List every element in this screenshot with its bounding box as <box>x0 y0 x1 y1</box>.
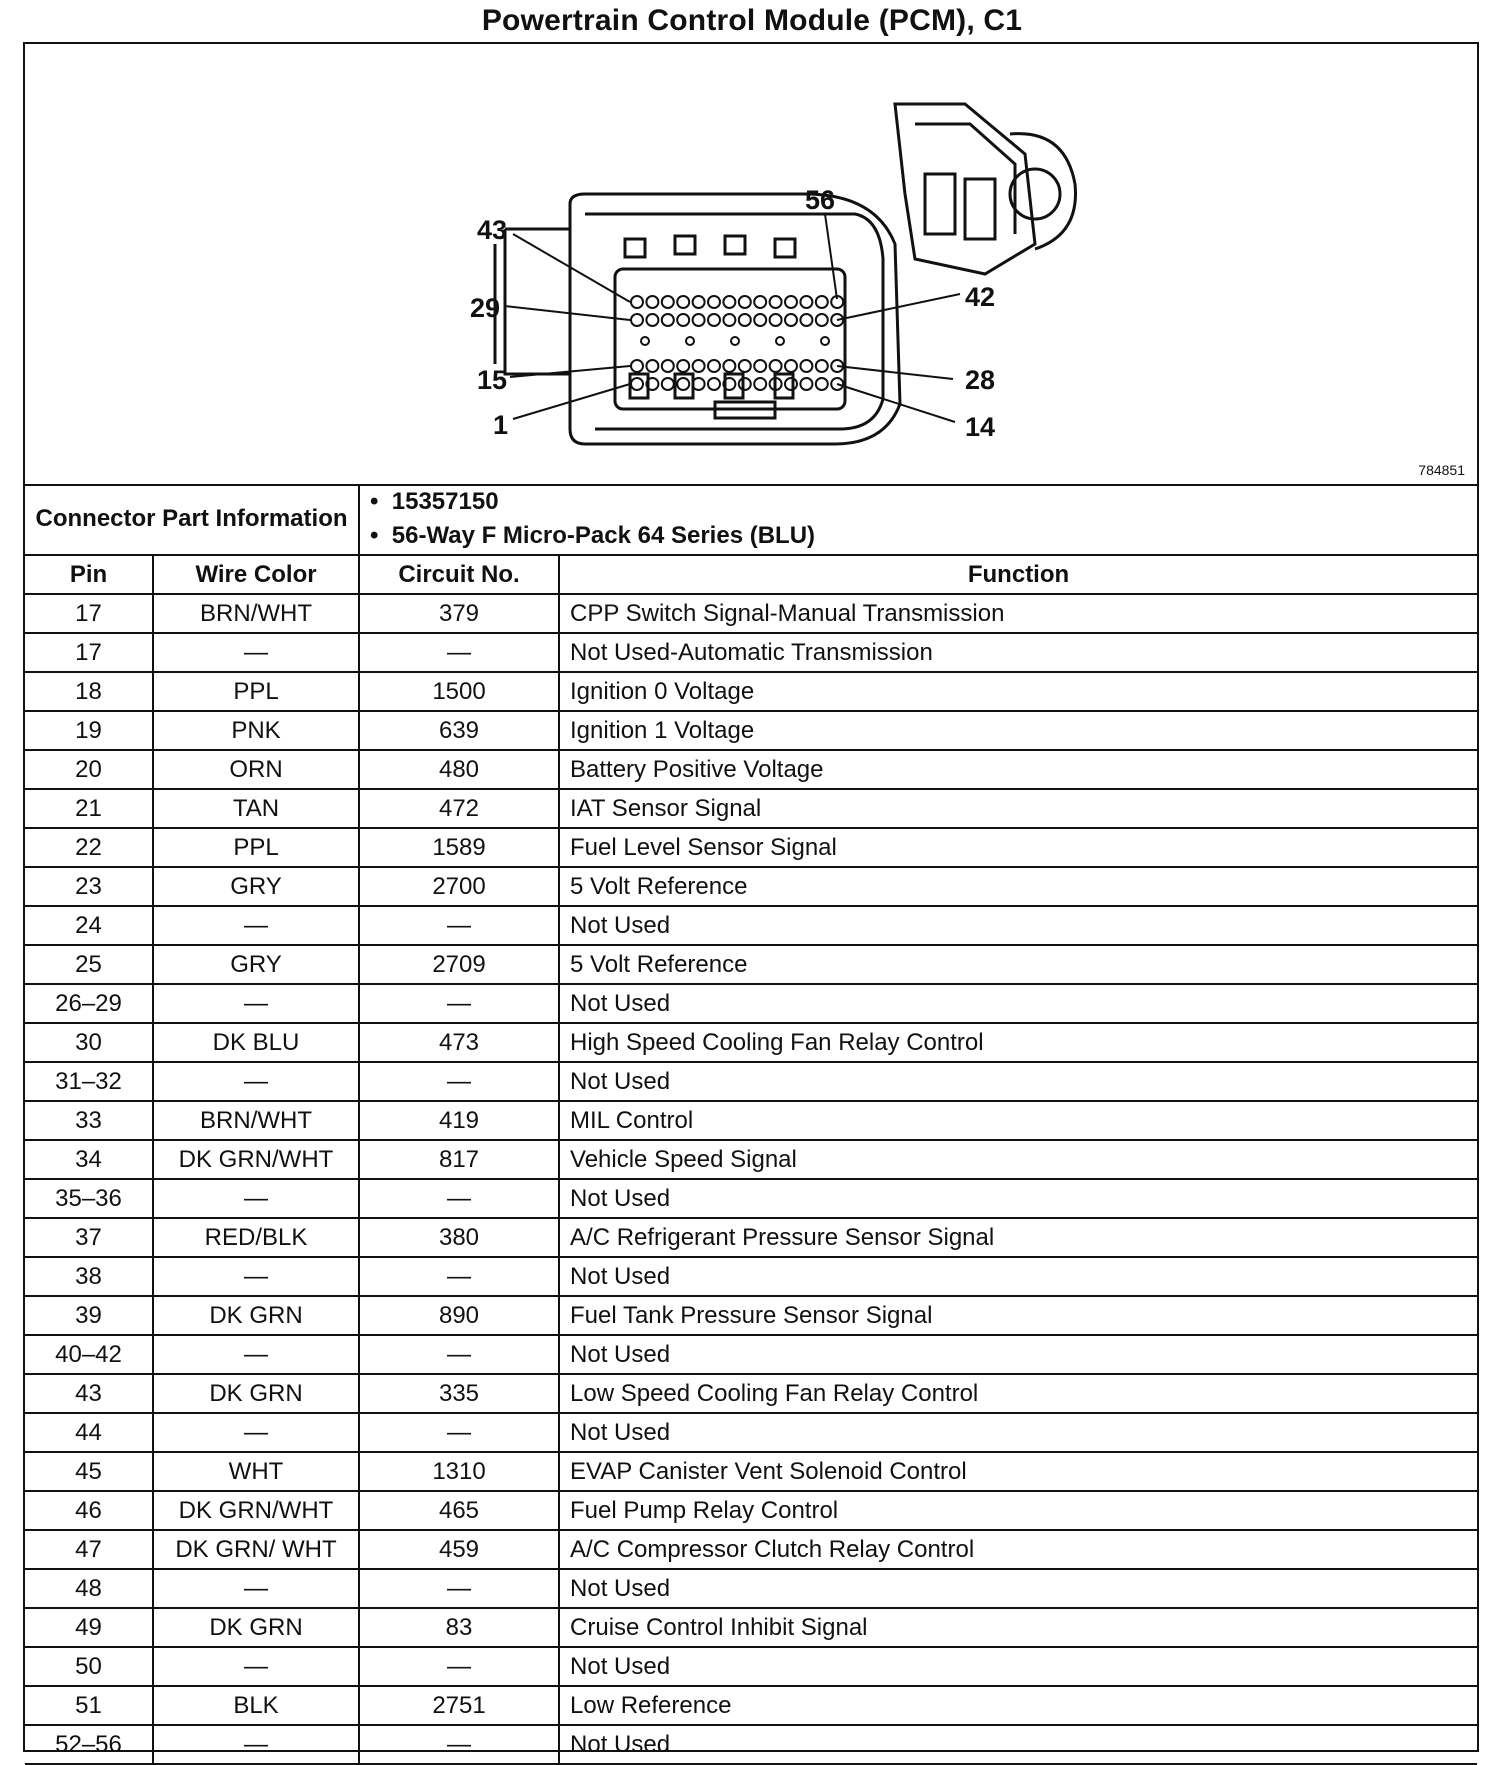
pin-callout-43: 43 <box>477 215 508 245</box>
pin-cell: 37 <box>25 1218 153 1257</box>
pin-socket <box>677 360 689 372</box>
connector-illustration <box>25 44 1477 484</box>
table-row <box>25 945 1477 984</box>
pin-socket <box>662 378 674 390</box>
figure-id: 784851 <box>1418 462 1465 478</box>
circuit-no-cell: 1310 <box>359 1452 559 1491</box>
header-wire-color: Wire Color <box>153 555 359 594</box>
circuit-no-cell: 459 <box>359 1530 559 1569</box>
wire-color-cell: — <box>153 906 359 945</box>
circuit-no-cell: 473 <box>359 1023 559 1062</box>
circuit-no-cell: 83 <box>359 1608 559 1647</box>
pin-callout-1: 1 <box>493 410 509 440</box>
function-cell: Not Used <box>559 1725 1477 1764</box>
function-cell: MIL Control <box>559 1101 1477 1140</box>
function-cell: A/C Compressor Clutch Relay Control <box>559 1530 1477 1569</box>
function-cell: Not Used-Automatic Transmission <box>559 633 1477 672</box>
keying-hole <box>686 337 694 345</box>
pin-socket <box>785 360 797 372</box>
circuit-no-cell: 1500 <box>359 672 559 711</box>
pin-callout-28: 28 <box>965 365 996 395</box>
function-cell: EVAP Canister Vent Solenoid Control <box>559 1452 1477 1491</box>
table-row <box>25 867 1477 906</box>
table-row <box>25 1452 1477 1491</box>
function-cell: Not Used <box>559 984 1477 1023</box>
pin-cell: 45 <box>25 1452 153 1491</box>
table-row <box>25 1686 1477 1725</box>
wire-color-cell: — <box>153 984 359 1023</box>
wire-color-cell: PNK <box>153 711 359 750</box>
pin-socket <box>693 314 705 326</box>
pin-socket <box>754 314 766 326</box>
pin-cell: 52–56 <box>25 1725 153 1764</box>
circuit-no-cell: 2700 <box>359 867 559 906</box>
circuit-no-cell: 639 <box>359 711 559 750</box>
pin-cell: 49 <box>25 1608 153 1647</box>
table-row <box>25 1257 1477 1296</box>
wire-color-cell: — <box>153 1257 359 1296</box>
connector-info-label: Connector Part Information <box>25 484 359 555</box>
circuit-no-cell: 2709 <box>359 945 559 984</box>
function-cell: Low Speed Cooling Fan Relay Control <box>559 1374 1477 1413</box>
table-row <box>25 1569 1477 1608</box>
pin-socket <box>800 296 812 308</box>
circuit-no-cell: — <box>359 633 559 672</box>
pin-cell: 24 <box>25 906 153 945</box>
circuit-no-cell: 379 <box>359 594 559 633</box>
callout-leaders <box>505 214 960 422</box>
pin-socket <box>754 360 766 372</box>
pin-callout-29: 29 <box>470 293 501 323</box>
wire-color-cell: BLK <box>153 1686 359 1725</box>
pin-cell: 22 <box>25 828 153 867</box>
pin-socket <box>739 296 751 308</box>
wire-color-cell: GRY <box>153 867 359 906</box>
pin-socket <box>800 360 812 372</box>
pin-cell: 23 <box>25 867 153 906</box>
pin-cell: 34 <box>25 1140 153 1179</box>
pin-cell: 38 <box>25 1257 153 1296</box>
keying-hole <box>731 337 739 345</box>
header-function: Function <box>559 555 1477 594</box>
circuit-no-cell: — <box>359 1062 559 1101</box>
header-circuit-no: Circuit No. <box>359 555 559 594</box>
pin-socket <box>816 296 828 308</box>
pin-socket <box>662 314 674 326</box>
keying-hole <box>641 337 649 345</box>
wire-color-cell: PPL <box>153 828 359 867</box>
pin-socket <box>785 296 797 308</box>
function-cell: Low Reference <box>559 1686 1477 1725</box>
pin-socket <box>662 360 674 372</box>
function-cell: High Speed Cooling Fan Relay Control <box>559 1023 1477 1062</box>
function-cell: A/C Refrigerant Pressure Sensor Signal <box>559 1218 1477 1257</box>
table-row <box>25 1530 1477 1569</box>
table-row <box>25 789 1477 828</box>
table-row <box>25 1062 1477 1101</box>
circuit-no-cell: — <box>359 1335 559 1374</box>
table-row <box>25 633 1477 672</box>
pin-socket <box>754 378 766 390</box>
function-cell: Not Used <box>559 1179 1477 1218</box>
pin-socket <box>739 360 751 372</box>
function-cell: 5 Volt Reference <box>559 867 1477 906</box>
function-cell: Not Used <box>559 1257 1477 1296</box>
pin-cell: 39 <box>25 1296 153 1335</box>
table-row <box>25 906 1477 945</box>
wire-color-cell: BRN/WHT <box>153 1101 359 1140</box>
pin-socket <box>631 296 643 308</box>
wire-color-cell: RED/BLK <box>153 1218 359 1257</box>
pin-cell: 47 <box>25 1530 153 1569</box>
pin-socket <box>739 378 751 390</box>
table-row <box>25 1647 1477 1686</box>
pin-socket <box>677 314 689 326</box>
table-row <box>25 984 1477 1023</box>
table-row <box>25 1491 1477 1530</box>
circuit-no-cell: 480 <box>359 750 559 789</box>
wire-color-cell: — <box>153 1062 359 1101</box>
wire-color-cell: — <box>153 1413 359 1452</box>
function-cell: Ignition 1 Voltage <box>559 711 1477 750</box>
pin-socket <box>708 296 720 308</box>
table-row <box>25 1413 1477 1452</box>
table-row <box>25 1335 1477 1374</box>
pin-socket <box>800 378 812 390</box>
circuit-no-cell: 335 <box>359 1374 559 1413</box>
wire-color-cell: DK BLU <box>153 1023 359 1062</box>
wire-color-cell: GRY <box>153 945 359 984</box>
function-cell: Battery Positive Voltage <box>559 750 1477 789</box>
pin-socket <box>739 314 751 326</box>
function-cell: Cruise Control Inhibit Signal <box>559 1608 1477 1647</box>
connector-diagram <box>25 44 1477 486</box>
pin-socket <box>677 296 689 308</box>
pin-socket <box>646 314 658 326</box>
circuit-no-cell: — <box>359 1179 559 1218</box>
table-row <box>25 1179 1477 1218</box>
wire-color-cell: DK GRN <box>153 1608 359 1647</box>
table-header-row <box>25 555 1477 594</box>
pin-cell: 18 <box>25 672 153 711</box>
pin-socket <box>723 314 735 326</box>
pin-cell: 44 <box>25 1413 153 1452</box>
function-cell: Not Used <box>559 1062 1477 1101</box>
circuit-no-cell: — <box>359 1257 559 1296</box>
pin-socket <box>708 360 720 372</box>
pin-socket <box>677 378 689 390</box>
function-cell: Not Used <box>559 1569 1477 1608</box>
pin-socket <box>770 314 782 326</box>
pin-cell: 20 <box>25 750 153 789</box>
pin-socket <box>646 360 658 372</box>
circuit-no-cell: 1589 <box>359 828 559 867</box>
circuit-no-cell: — <box>359 906 559 945</box>
function-cell: Not Used <box>559 1413 1477 1452</box>
table-row <box>25 828 1477 867</box>
circuit-no-cell: 890 <box>359 1296 559 1335</box>
pin-cell: 50 <box>25 1647 153 1686</box>
pin-socket <box>785 378 797 390</box>
function-cell: Fuel Tank Pressure Sensor Signal <box>559 1296 1477 1335</box>
circuit-no-cell: 472 <box>359 789 559 828</box>
connector-info-items <box>359 484 1477 555</box>
pin-cell: 48 <box>25 1569 153 1608</box>
function-cell: Vehicle Speed Signal <box>559 1140 1477 1179</box>
pin-socket <box>631 314 643 326</box>
connector-type: • 56-Way F Micro-Pack 64 Series (BLU) <box>370 519 1467 553</box>
pin-cell: 25 <box>25 945 153 984</box>
pin-cell: 17 <box>25 633 153 672</box>
pin-socket <box>631 378 643 390</box>
function-cell: Not Used <box>559 906 1477 945</box>
circuit-no-cell: 380 <box>359 1218 559 1257</box>
wire-color-cell: — <box>153 633 359 672</box>
wire-color-cell: WHT <box>153 1452 359 1491</box>
pin-socket <box>662 296 674 308</box>
pin-rows <box>631 296 843 390</box>
table-row <box>25 672 1477 711</box>
circuit-no-cell: — <box>359 1647 559 1686</box>
pin-cell: 43 <box>25 1374 153 1413</box>
pin-cell: 17 <box>25 594 153 633</box>
pin-cell: 26–29 <box>25 984 153 1023</box>
pin-socket <box>816 314 828 326</box>
pin-cell: 21 <box>25 789 153 828</box>
wire-color-cell: — <box>153 1647 359 1686</box>
wire-color-cell: DK GRN/ WHT <box>153 1530 359 1569</box>
pin-socket <box>631 360 643 372</box>
pin-socket <box>770 360 782 372</box>
pin-callout-15: 15 <box>477 365 508 395</box>
table-row <box>25 1140 1477 1179</box>
pin-cell: 40–42 <box>25 1335 153 1374</box>
function-cell: IAT Sensor Signal <box>559 789 1477 828</box>
pin-socket <box>646 296 658 308</box>
pin-socket <box>816 378 828 390</box>
mating-connector-icon <box>895 104 1076 274</box>
pin-cell: 33 <box>25 1101 153 1140</box>
connector-sheet <box>23 42 1479 1758</box>
pin-cell: 19 <box>25 711 153 750</box>
function-cell: Fuel Pump Relay Control <box>559 1491 1477 1530</box>
circuit-no-cell: 2751 <box>359 1686 559 1725</box>
table-row <box>25 1296 1477 1335</box>
wire-color-cell: DK GRN/WHT <box>153 1140 359 1179</box>
pin-socket <box>723 360 735 372</box>
circuit-no-cell: — <box>359 984 559 1023</box>
pin-socket <box>800 314 812 326</box>
function-cell: Ignition 0 Voltage <box>559 672 1477 711</box>
function-cell: Not Used <box>559 1647 1477 1686</box>
wire-color-cell: — <box>153 1725 359 1764</box>
wire-color-cell: PPL <box>153 672 359 711</box>
pin-cell: 31–32 <box>25 1062 153 1101</box>
pin-socket <box>816 360 828 372</box>
pin-socket <box>708 378 720 390</box>
keying-hole <box>776 337 784 345</box>
wire-color-cell: BRN/WHT <box>153 594 359 633</box>
pin-cell: 30 <box>25 1023 153 1062</box>
wire-color-cell: — <box>153 1179 359 1218</box>
function-cell: Fuel Level Sensor Signal <box>559 828 1477 867</box>
page-title: Powertrain Control Module (PCM), C1 <box>481 4 1023 37</box>
wire-color-cell: DK GRN/WHT <box>153 1491 359 1530</box>
pin-callout-56: 56 <box>805 185 836 215</box>
wire-color-cell: — <box>153 1569 359 1608</box>
table-row <box>25 1374 1477 1413</box>
connector-part-number: • 15357150 <box>370 485 1467 519</box>
connector-info-row <box>25 484 1477 555</box>
pin-socket <box>693 296 705 308</box>
pin-socket <box>754 296 766 308</box>
circuit-no-cell: — <box>359 1413 559 1452</box>
pin-socket <box>770 296 782 308</box>
pin-callout-14: 14 <box>965 412 996 442</box>
table-row <box>25 1725 1477 1764</box>
circuit-no-cell: 465 <box>359 1491 559 1530</box>
circuit-no-cell: — <box>359 1569 559 1608</box>
pin-socket <box>723 296 735 308</box>
table-row <box>25 1023 1477 1062</box>
circuit-no-cell: 817 <box>359 1140 559 1179</box>
pin-callout-42: 42 <box>965 282 996 312</box>
function-cell: 5 Volt Reference <box>559 945 1477 984</box>
pin-socket <box>785 314 797 326</box>
wire-color-cell: — <box>153 1335 359 1374</box>
wire-color-cell: ORN <box>153 750 359 789</box>
pin-cell: 51 <box>25 1686 153 1725</box>
table-row <box>25 1608 1477 1647</box>
header-pin: Pin <box>25 555 153 594</box>
wire-color-cell: DK GRN <box>153 1374 359 1413</box>
table-row <box>25 711 1477 750</box>
circuit-no-cell: — <box>359 1725 559 1764</box>
circuit-no-cell: 419 <box>359 1101 559 1140</box>
pin-cell: 35–36 <box>25 1179 153 1218</box>
pin-cell: 46 <box>25 1491 153 1530</box>
table-row <box>25 1101 1477 1140</box>
keying-hole <box>821 337 829 345</box>
table-row <box>25 750 1477 789</box>
function-cell: CPP Switch Signal-Manual Transmission <box>559 594 1477 633</box>
function-cell: Not Used <box>559 1335 1477 1374</box>
table-row <box>25 594 1477 633</box>
pinout-table <box>25 484 1477 1765</box>
table-row <box>25 1218 1477 1257</box>
wire-color-cell: DK GRN <box>153 1296 359 1335</box>
pin-socket <box>693 360 705 372</box>
wire-color-cell: TAN <box>153 789 359 828</box>
pin-socket <box>708 314 720 326</box>
